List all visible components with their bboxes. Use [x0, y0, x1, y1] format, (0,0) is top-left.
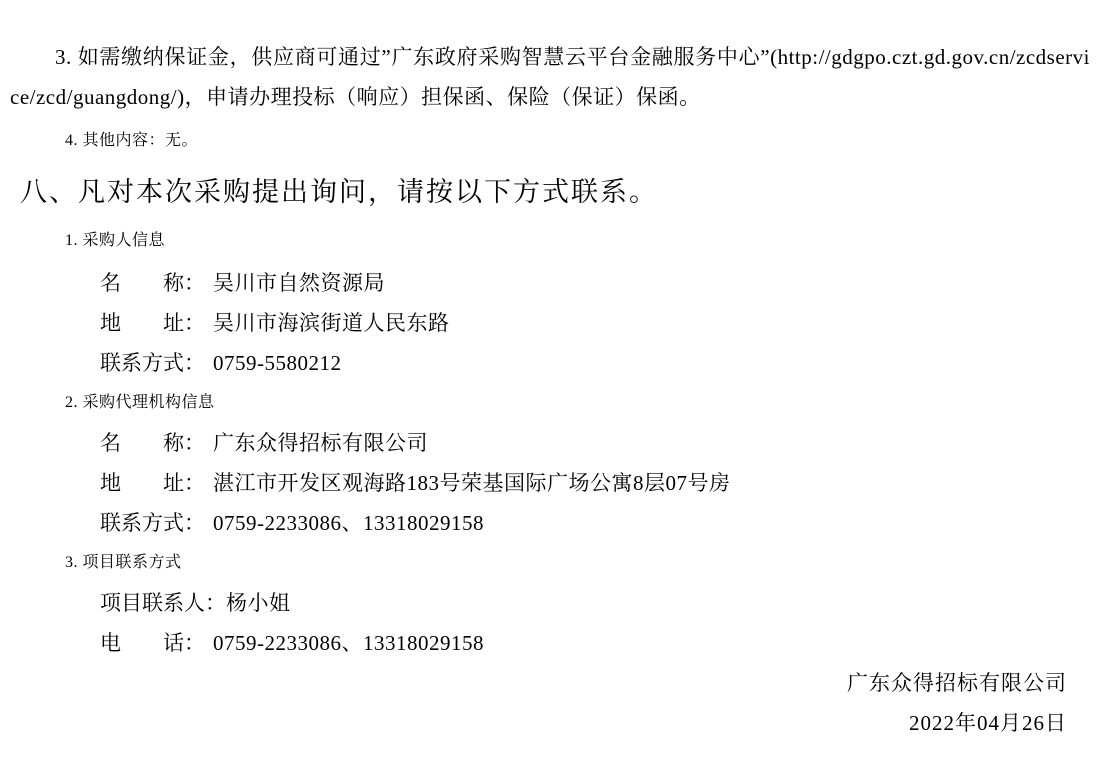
agency-address-row — [100, 463, 1090, 503]
section-eight-heading: 八、凡对本次采购提出询问，请按以下方式联系。 — [20, 177, 658, 207]
agency-address-value: 湛江市开发区观海路183号荣基国际广场公寓8层07号房 — [213, 471, 731, 495]
address-label: 地 址： — [100, 311, 205, 335]
purchaser-name-row — [100, 263, 1090, 303]
deposit-instructions-paragraph: 3. 如需缴纳保证金，供应商可通过”广东政府采购智慧云平台金融服务中心”(http://gdgpo.czt.gd.gov.cn/zcdservice/zcd/guangdong/)，申请办理投标（响应）担保函、保险（保证）保函。 — [10, 45, 1090, 109]
project-contact-person-value: 杨小姐 — [226, 591, 291, 615]
name-label: 名 称： — [100, 271, 205, 295]
signature-company: 广东众得招标有限公司 — [847, 671, 1067, 695]
purchaser-phone-value: 0759-5580212 — [213, 351, 342, 375]
address-label: 地 址： — [100, 471, 205, 495]
purchaser-name-value: 吴川市自然资源局 — [213, 271, 385, 295]
section-title-project-contact: 3. 项目联系方式 — [65, 554, 182, 571]
purchaser-contact-row — [100, 343, 1090, 383]
section-title-agency-info: 2. 采购代理机构信息 — [65, 394, 215, 411]
project-contact-person-label: 项目联系人： — [100, 591, 226, 615]
agency-phone-value: 0759-2233086、13318029158 — [213, 511, 484, 535]
purchaser-address-value: 吴川市海滨街道人民东路 — [213, 311, 450, 335]
purchaser-address-row — [100, 303, 1090, 343]
name-label: 名 称： — [100, 431, 205, 455]
signature-date: 2022年04月26日 — [909, 711, 1067, 735]
project-contact-person-row — [100, 583, 1090, 623]
section-title-purchaser-info: 1. 采购人信息 — [65, 232, 166, 249]
project-phone-value: 0759-2233086、13318029158 — [213, 631, 484, 655]
agency-contact-row — [100, 503, 1090, 543]
agency-name-row — [100, 423, 1090, 463]
contact-method-label: 联系方式： — [100, 351, 205, 375]
project-phone-row — [100, 623, 1090, 663]
phone-label: 电 话： — [100, 631, 205, 655]
other-content-item: 4. 其他内容：无。 — [65, 132, 199, 149]
agency-name-value: 广东众得招标有限公司 — [213, 431, 428, 455]
contact-method-label: 联系方式： — [100, 511, 205, 535]
